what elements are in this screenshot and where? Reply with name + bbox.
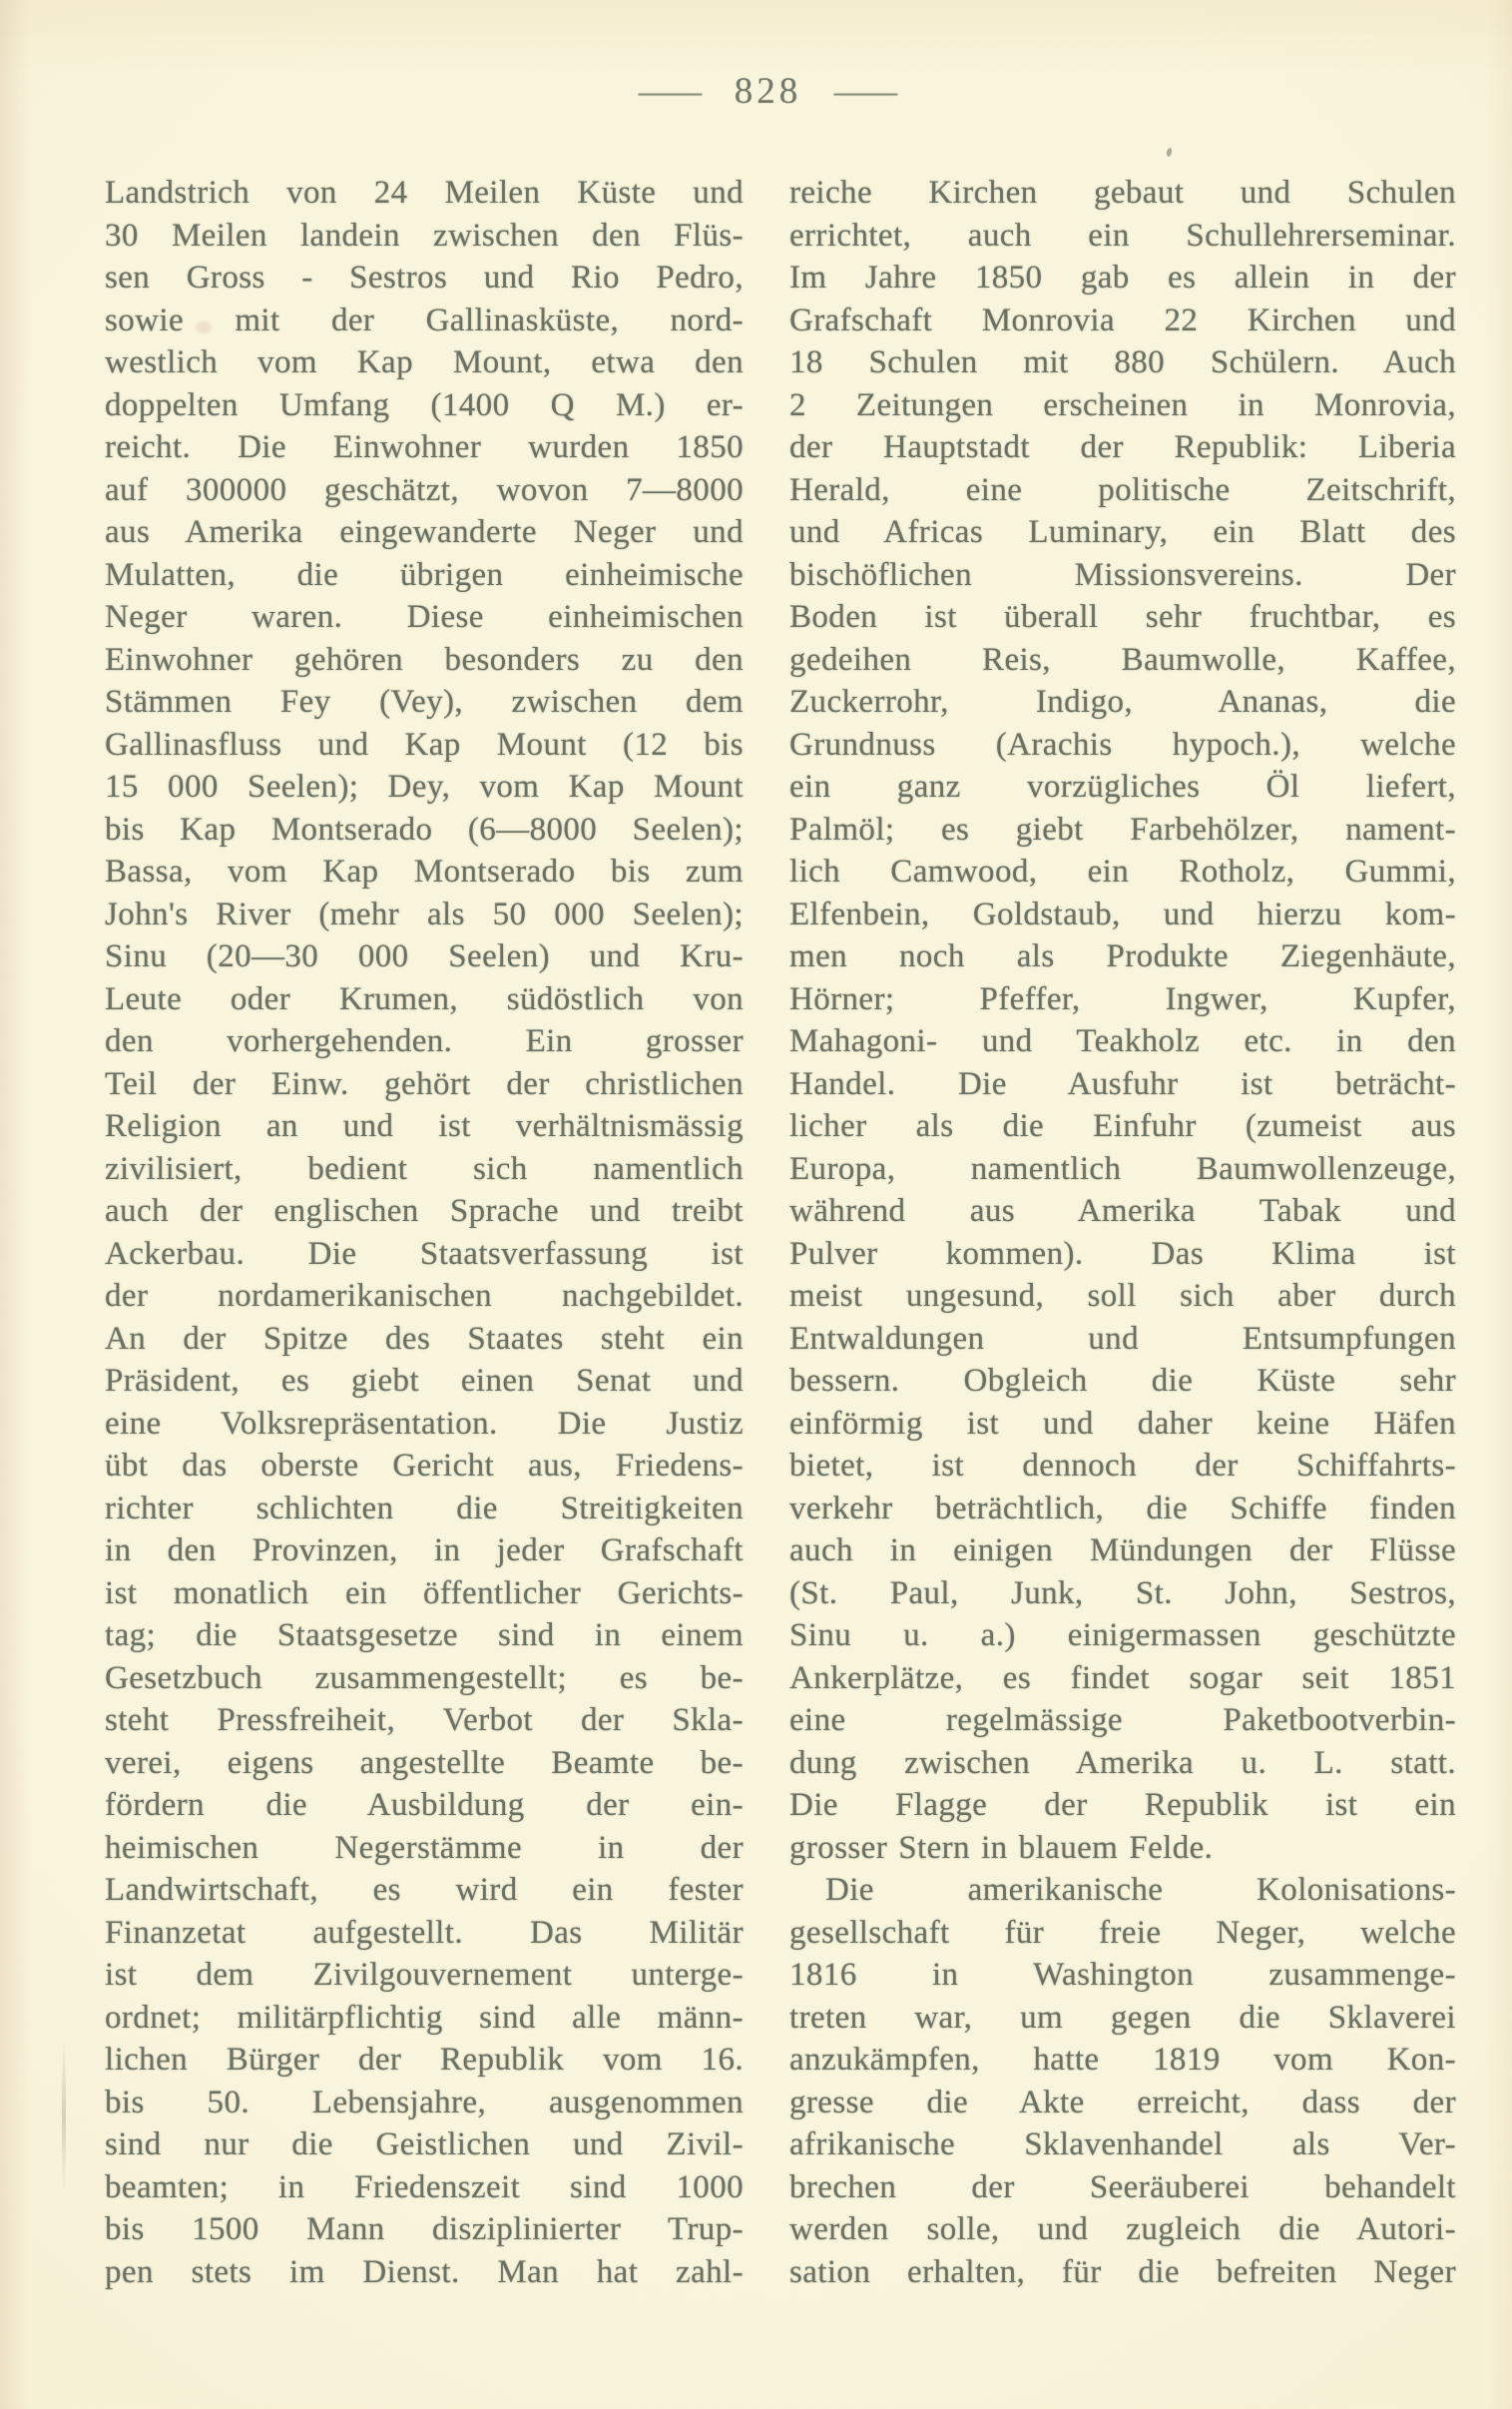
right-column [789, 172, 1456, 2293]
text-line: gedeihen Reis, Baumwolle, Kaffee, [789, 641, 1456, 678]
text-line: richter schlichten die Streitigkeiten [105, 1490, 744, 1526]
text-line: Europa, namentlich Baumwollenzeuge, [789, 1150, 1456, 1187]
text-line: Teil der Einw. gehört der christlichen [105, 1065, 744, 1102]
text-line: ordnet; militärpflichtig sind alle männ- [105, 1999, 744, 2036]
text-line: eine Volksrepräsentation. Die Justiz [105, 1405, 744, 1442]
text-line: Im Jahre 1850 gab es allein in der [789, 260, 1456, 296]
text-line: sind nur die Geistlichen und Zivil- [105, 2126, 744, 2162]
text-line: bis 1500 Mann disziplinierter Trup- [105, 2211, 744, 2247]
text-line: Entwaldungen und Entsumpfungen [789, 1320, 1456, 1357]
text-line: 18 Schulen mit 880 Schülern. Auch [789, 344, 1456, 380]
text-line: während aus Amerika Tabak und [789, 1193, 1456, 1229]
text-line: steht Pressfreiheit, Verbot der Skla- [105, 1702, 744, 1738]
text-line: der Hauptstadt der Republik: Liberia [789, 429, 1456, 465]
text-line: Ankerplätze, es findet sogar seit 1851 [789, 1659, 1456, 1696]
text-line: lich Camwood, ein Rotholz, Gummi, [789, 854, 1456, 890]
text-line: John's River (mehr als 50 000 Seelen); [105, 896, 744, 932]
text-line: Die amerikanische Kolonisations- [825, 1872, 1456, 1908]
text-line: Pulver kommen). Das Klima ist [789, 1235, 1456, 1272]
text-line: Sinu u. a.) einigermassen geschützte [789, 1617, 1456, 1653]
text-line: Religion an und ist verhältnismässig [105, 1108, 744, 1144]
text-line: errichtet, auch ein Schullehrerseminar. [789, 217, 1456, 254]
text-line: Einwohner gehören besonders zu den [105, 641, 744, 678]
text-line: Finanzetat aufgestellt. Das Militär [105, 1914, 744, 1951]
text-line: bietet, ist dennoch der Schiffahrts- [789, 1448, 1456, 1484]
text-line: Mulatten, die übrigen einheimische [105, 556, 744, 593]
two-column-text [105, 172, 1456, 2293]
text-line: Landstrich von 24 Meilen Küste und [105, 175, 744, 211]
text-line: 15 000 Seelen); Dey, vom Kap Mount [105, 769, 744, 805]
text-line: einförmig ist und daher keine Häfen [789, 1405, 1456, 1442]
text-line: ist dem Zivilgouvernement unterge- [105, 1957, 744, 1993]
text-line: verei, eigens angestellte Beamte be- [105, 1744, 744, 1781]
text-line: Elfenbein, Goldstaub, und hierzu kom- [789, 896, 1456, 932]
text-line: Grundnuss (Arachis hypoch.), welche [789, 726, 1456, 763]
text-line: meist ungesund, soll sich aber durch [789, 1278, 1456, 1314]
text-line: auf 300000 geschätzt, wovon 7—8000 [105, 471, 744, 508]
text-line: doppelten Umfang (1400 Q M.) er- [105, 386, 744, 423]
text-line: und Africas Luminary, ein Blatt des [789, 514, 1456, 550]
text-line: (St. Paul, Junk, St. John, Sestros, [789, 1574, 1456, 1611]
text-line: Bassa, vom Kap Montserado bis zum [105, 854, 744, 890]
text-line: 2 Zeitungen erscheinen in Monrovia, [789, 386, 1456, 423]
text-line: Gallinasfluss und Kap Mount (12 bis [105, 726, 744, 763]
text-line: licher als die Einfuhr (zumeist aus [789, 1108, 1456, 1144]
text-line: beamten; in Friedenszeit sind 1000 [105, 2168, 744, 2205]
text-line: heimischen Negerstämme in der [105, 1829, 744, 1866]
text-line: afrikanische Sklavenhandel als Ver- [789, 2126, 1456, 2162]
text-line: reicht. Die Einwohner wurden 1850 [105, 429, 744, 465]
text-line: Palmöl; es giebt Farbehölzer, nament- [789, 811, 1456, 848]
text-line: Stämmen Fey (Vey), zwischen dem [105, 684, 744, 720]
text-line: Grafschaft Monrovia 22 Kirchen und [789, 301, 1456, 338]
text-line: Zuckerrohr, Indigo, Ananas, die [789, 684, 1456, 720]
text-line: Ackerbau. Die Staatsverfassung ist [105, 1235, 744, 1272]
text-line: anzukämpfen, hatte 1819 vom Kon- [789, 2042, 1456, 2078]
text-line: Die Flagge der Republik ist ein [789, 1787, 1456, 1823]
text-line: Hörner; Pfeffer, Ingwer, Kupfer, [789, 980, 1456, 1017]
text-line: Neger waren. Diese einheimischen [105, 599, 744, 635]
header-right-dash: — [834, 71, 898, 112]
text-line: An der Spitze des Staates steht ein [105, 1320, 744, 1357]
scan-speck [1166, 148, 1173, 158]
text-line: werden solle, und zugleich die Autori- [789, 2211, 1456, 2247]
text-line: sen Gross - Sestros und Rio Pedro, [105, 260, 744, 296]
text-line: Präsident, es giebt einen Senat und [105, 1363, 744, 1399]
page-number: 828 [734, 71, 802, 112]
text-line: der nordamerikanischen nachgebildet. [105, 1278, 744, 1314]
text-line: Boden ist überall sehr fruchtbar, es [789, 599, 1456, 635]
text-line: fördern die Ausbildung der ein- [105, 1787, 744, 1823]
text-line: auch der englischen Sprache und treibt [105, 1193, 744, 1229]
text-line: brechen der Seeräuberei behandelt [789, 2168, 1456, 2205]
text-line: 30 Meilen landein zwischen den Flüs- [105, 217, 744, 254]
text-line: lichen Bürger der Republik vom 16. [105, 2042, 744, 2078]
text-line: bischöflichen Missionsvereins. Der [789, 556, 1456, 593]
text-line: reiche Kirchen gebaut und Schulen [789, 175, 1456, 211]
text-line: in den Provinzen, in jeder Grafschaft [105, 1532, 744, 1568]
text-line: bessern. Obgleich die Küste sehr [789, 1363, 1456, 1399]
text-line: bis 50. Lebensjahre, ausgenommen [105, 2084, 744, 2120]
text-line: sation erhalten, für die befreiten Neger [789, 2253, 1456, 2290]
text-line: westlich vom Kap Mount, etwa den [105, 344, 744, 380]
text-line: treten war, um gegen die Sklaverei [789, 1999, 1456, 2036]
text-line: gresse die Akte erreicht, dass der [789, 2084, 1456, 2120]
text-line: men noch als Produkte Ziegenhäute, [789, 938, 1456, 974]
text-line: tag; die Staatsgesetze sind in einem [105, 1617, 744, 1653]
text-line: aus Amerika eingewanderte Neger und [105, 514, 744, 550]
left-column [105, 172, 744, 2293]
text-line: auch in einigen Mündungen der Flüsse [789, 1532, 1456, 1568]
text-line: verkehr beträchtlich, die Schiffe finden [789, 1490, 1456, 1526]
text-line: eine regelmässige Paketbootverbin- [789, 1702, 1456, 1738]
text-line: Leute oder Krumen, südöstlich von [105, 980, 744, 1017]
text-line: ein ganz vorzügliches Öl liefert, [789, 769, 1456, 805]
text-line: Handel. Die Ausfuhr ist beträcht- [789, 1065, 1456, 1102]
text-line: zivilisiert, bedient sich namentlich [105, 1150, 744, 1187]
scan-speck [196, 321, 212, 333]
page-header [12, 70, 1512, 113]
text-line: pen stets im Dienst. Man hat zahl- [105, 2253, 744, 2290]
text-line: bis Kap Montserado (6—8000 Seelen); [105, 811, 744, 848]
text-line: Mahagoni- und Teakholz etc. in den [789, 1023, 1456, 1059]
text-line: gesellschaft für freie Neger, welche [789, 1914, 1456, 1951]
text-line: Sinu (20—30 000 Seelen) und Kru- [105, 938, 744, 974]
text-line: 1816 in Washington zusammenge- [789, 1957, 1456, 1993]
text-line: Herald, eine politische Zeitschrift, [789, 471, 1456, 508]
scan-speck [62, 2037, 66, 2196]
text-line: Gesetzbuch zusammengestellt; es be- [105, 1659, 744, 1696]
header-left-dash: — [638, 71, 702, 112]
text-line: Landwirtschaft, es wird ein fester [105, 1872, 744, 1908]
text-line: den vorhergehenden. Ein grosser [105, 1023, 744, 1059]
text-line: übt das oberste Gericht aus, Friedens- [105, 1448, 744, 1484]
text-line: sowie mit der Gallinasküste, nord- [105, 301, 744, 338]
text-line: ist monatlich ein öffentlicher Gerichts- [105, 1574, 744, 1611]
text-line: grosser Stern in blauem Felde. [789, 1829, 1214, 1866]
text-line: dung zwischen Amerika u. L. statt. [789, 1744, 1456, 1781]
